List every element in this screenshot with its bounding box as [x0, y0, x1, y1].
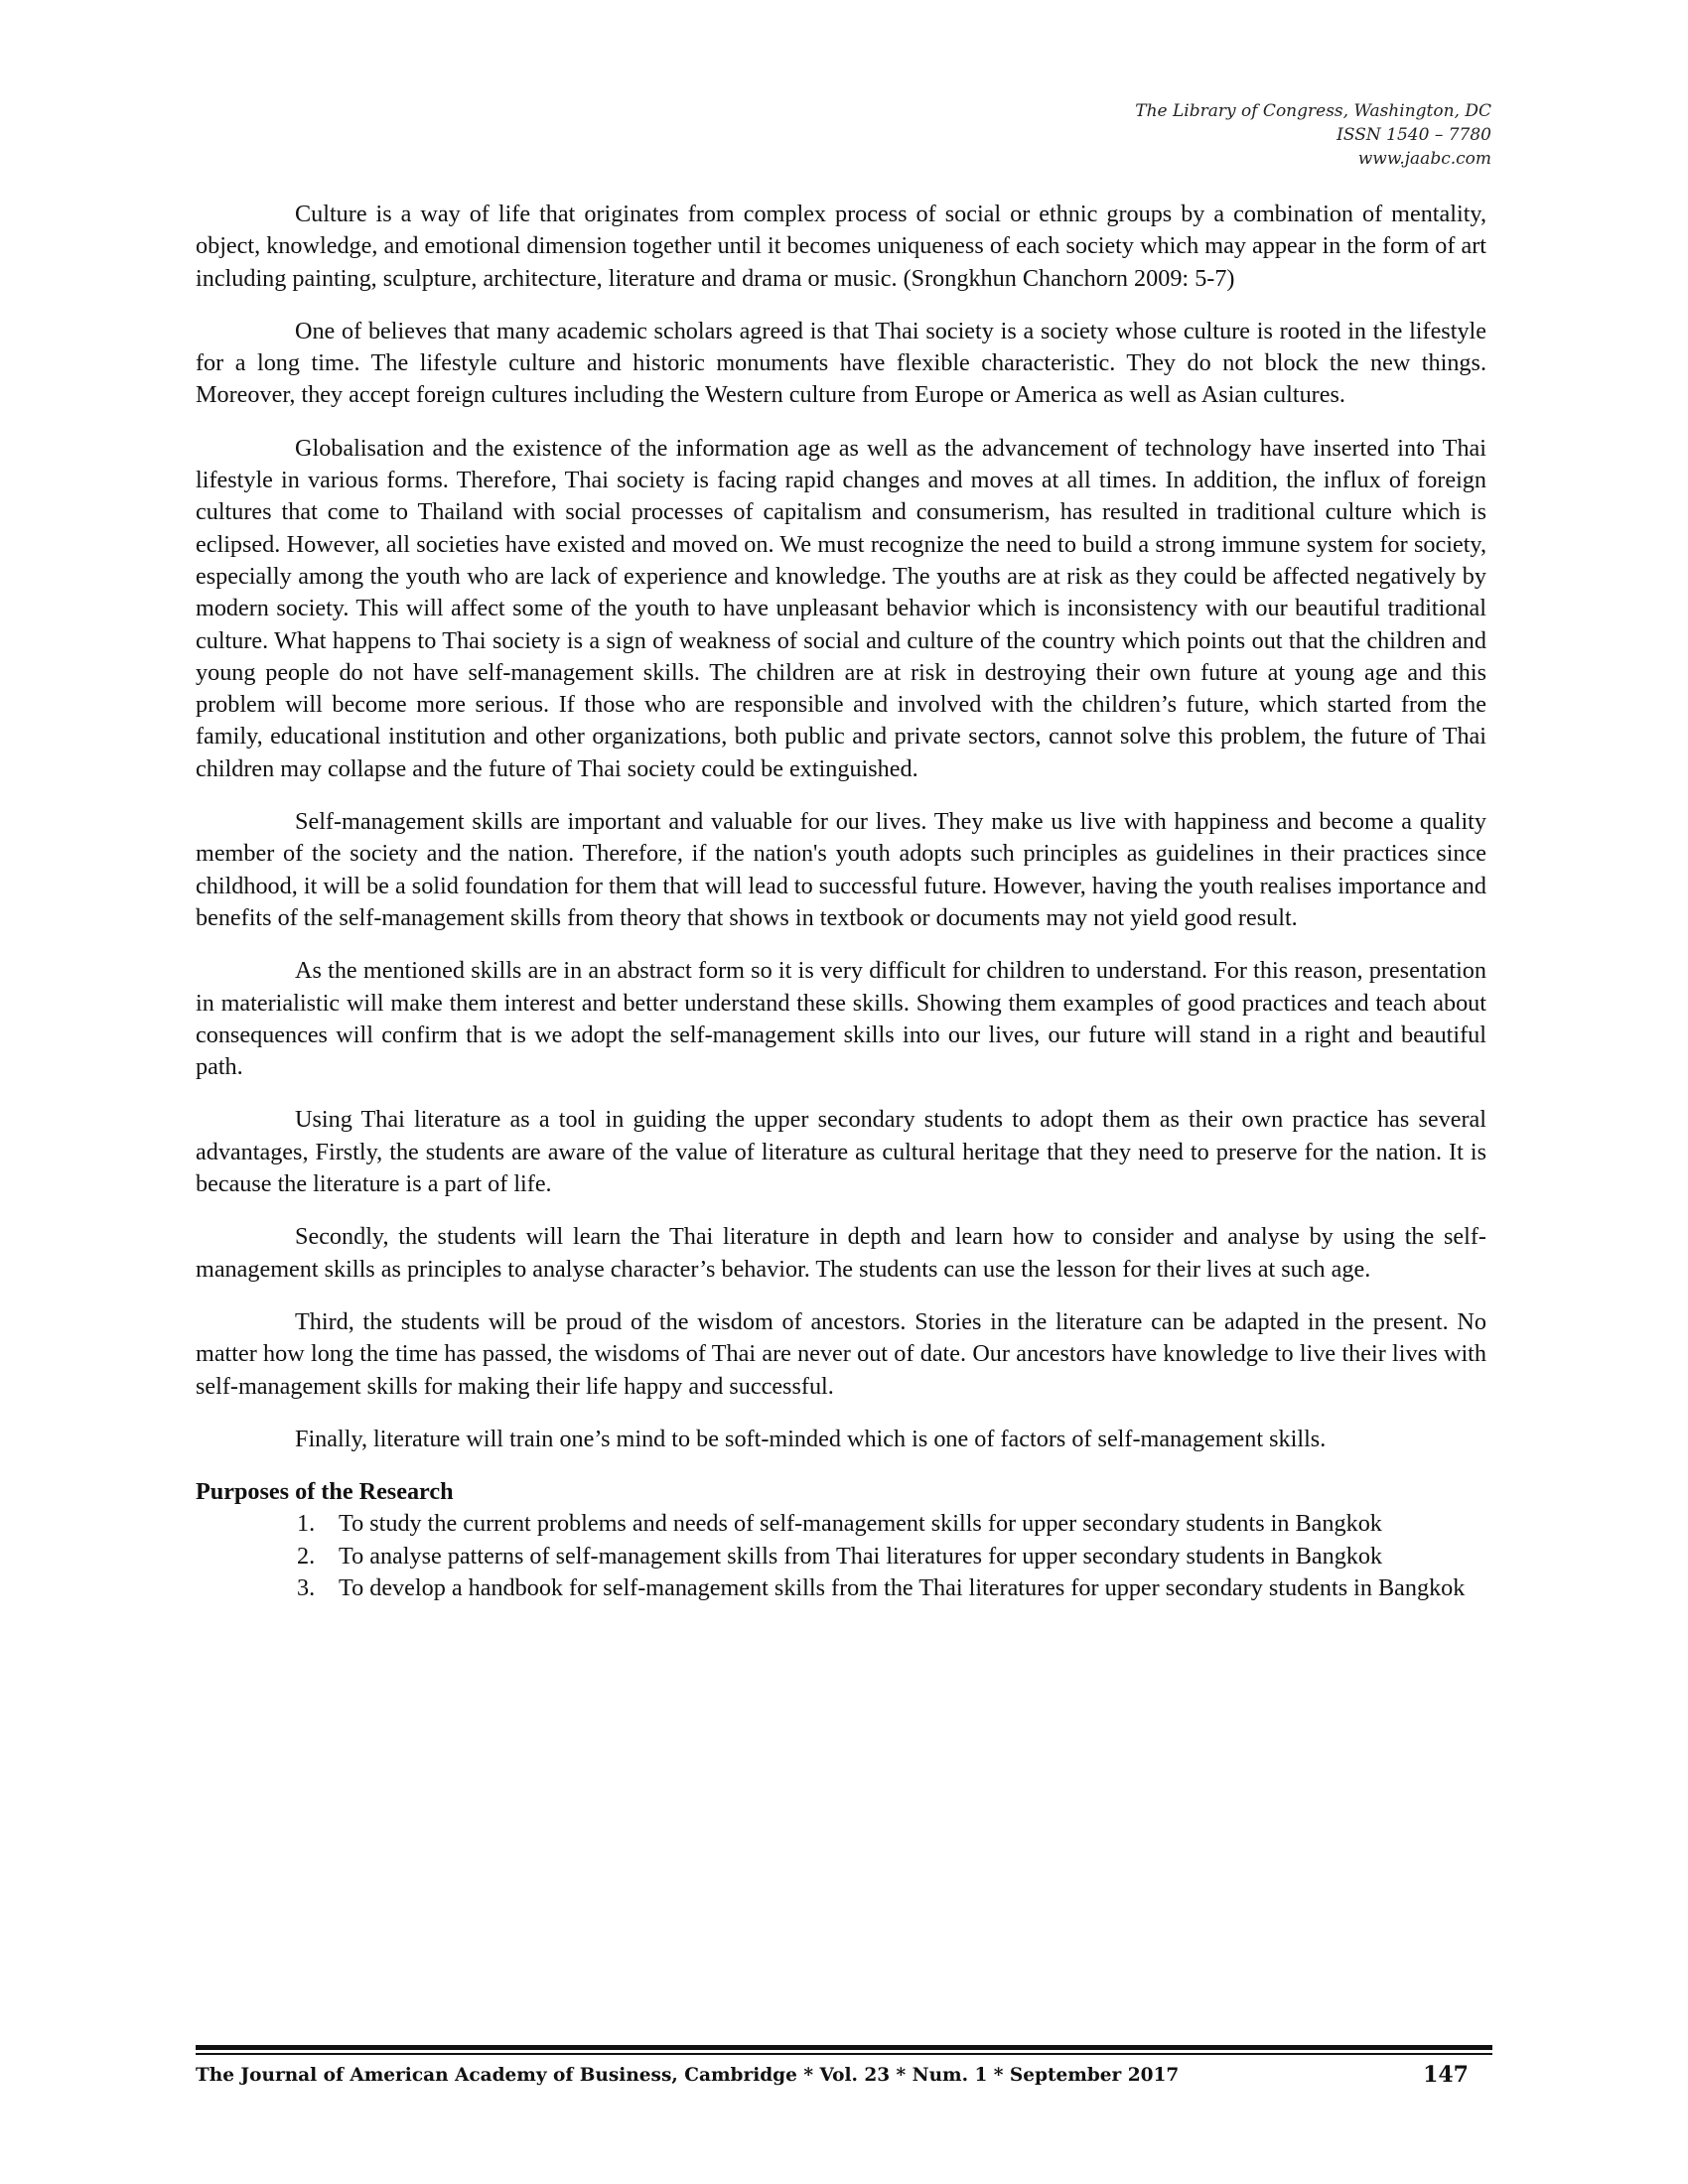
- paragraph-thai-literature: Using Thai literature as a tool in guiding the upper secondary students to adopt them as their own practice has several advantages, Firstly, the students are aware of the value of literature as cultural heritage that they need to preserve for the nation. It is because the literature is a part of life.: [196, 1106, 1486, 1198]
- page-number: 147: [1423, 2062, 1469, 2088]
- running-footer: [196, 2061, 1492, 2091]
- paragraph-culture-definition: Culture is a way of life that originates from complex process of social or ethnic groups by a combination of mentality, object, knowledge, and emotional dimension together until it becomes uniqueness of each society which may appear in the form of art including painting, sculpture, architecture, literature and drama or music. (Srongkhun Chanchorn 2009: 5-7): [196, 201, 1486, 292]
- list-item-number: 1.: [297, 1510, 316, 1538]
- footer-journal-citation: The Journal of American Academy of Business, Cambridge * Vol. 23 * Num. 1 * September 2017: [196, 2065, 1180, 2086]
- running-header: [796, 99, 1491, 171]
- paragraph-globalisation: Globalisation and the existence of the information age as well as the advancement of technology have inserted into Thai lifestyle in various forms. Therefore, Thai society is facing rapid changes and moves at all times. In addition, the influx of foreign cultures that come to Thailand with social processes of capitalism and consumerism, has resulted in traditional culture which is eclipsed. However, all societies have existed and moved on. We must recognize the need to build a strong immune system for society, especially among the youth who are lack of experience and knowledge. The youths are at risk as they could be affected negatively by modern society. This will affect some of the youth to have unpleasant behavior which is inconsistency with our beautiful traditional culture. What happens to Thai society is a sign of weakness of social and culture of the country which points out that the children and young people do not have self-management skills. The children are at risk in destroying their own future at young age and this problem will become more serious. If those who are responsible and involved with the children’s future, which started from the family, educational institution and other organizations, both public and private sectors, cannot solve this problem, the future of Thai children may collapse and the future of Thai society could be extinguished.: [196, 434, 1486, 782]
- paragraph-finally: Finally, literature will train one’s mind to be soft-minded which is one of factors of self-management skills.: [295, 1425, 1327, 1452]
- purposes-list: [196, 1508, 1486, 1604]
- paragraph-self-management: Self-management skills are important and valuable for our lives. They make us live with happiness and become a quality member of the society and the nation. Therefore, if the nation's youth adopts such principles as guidelines in their practices since childhood, it will be a solid foundation for them that will lead to successful future. However, having the youth realises importance and benefits of the self-management skills from theory that shows in textbook or documents may not yield good result.: [196, 808, 1486, 931]
- list-item: [196, 1572, 1486, 1604]
- list-item-text: To develop a handbook for self-management skills from the Thai literatures for upper secondary students in Bangkok: [339, 1573, 1466, 1601]
- paragraph-third: Third, the students will be proud of the wisdom of ancestors. Stories in the literature can be adapted in the present. No matter how long the time has passed, the wisdoms of Thai are never out of date. Our ancestors have knowledge to live their lives with self-management skills for making their life happy and successful.: [196, 1307, 1486, 1400]
- article-body: [196, 199, 1486, 1604]
- list-item: [196, 1541, 1486, 1572]
- paragraph-abstract-skills: As the mentioned skills are in an abstract form so it is very difficult for children to understand. For this reason, presentation in materialistic will make them interest and better understand these skills. Showing them examples of good practices and teach about consequences will confirm that is we adopt the self-management skills into our lives, our future will stand in a right and beautiful path.: [196, 957, 1486, 1081]
- list-item-text: To analyse patterns of self-management skills from Thai literatures for upper secondary students in Bangkok: [339, 1542, 1383, 1570]
- section-heading-purposes: Purposes of the Research: [196, 1478, 454, 1506]
- list-item-text: To study the current problems and needs of self-management skills for upper secondary students in Bangkok: [339, 1510, 1382, 1538]
- footer-rule-thick: [196, 2045, 1492, 2050]
- header-issn: ISSN 1540 – 7780: [1336, 125, 1491, 145]
- header-publisher: The Library of Congress, Washington, DC: [1135, 101, 1491, 121]
- footer-rule-thin: [196, 2053, 1492, 2055]
- paragraph-secondly: Secondly, the students will learn the Thai literature in depth and learn how to consider and analyse by using the self-management skills as principles to analyse character’s behavior. The students can use the lesson for their lives at such age.: [196, 1223, 1486, 1283]
- list-item: [196, 1508, 1486, 1540]
- header-website: www.jaabc.com: [1357, 149, 1491, 169]
- list-item-number: 2.: [297, 1542, 316, 1570]
- paragraph-thai-society: One of believes that many academic scholars agreed is that Thai society is a society whose culture is rooted in the lifestyle for a long time. The lifestyle culture and historic monuments have flexible characteristic. They do not block the new things. Moreover, they accept foreign cultures including the Western culture from Europe or America as well as Asian cultures.: [196, 317, 1486, 409]
- list-item-number: 3.: [297, 1573, 316, 1601]
